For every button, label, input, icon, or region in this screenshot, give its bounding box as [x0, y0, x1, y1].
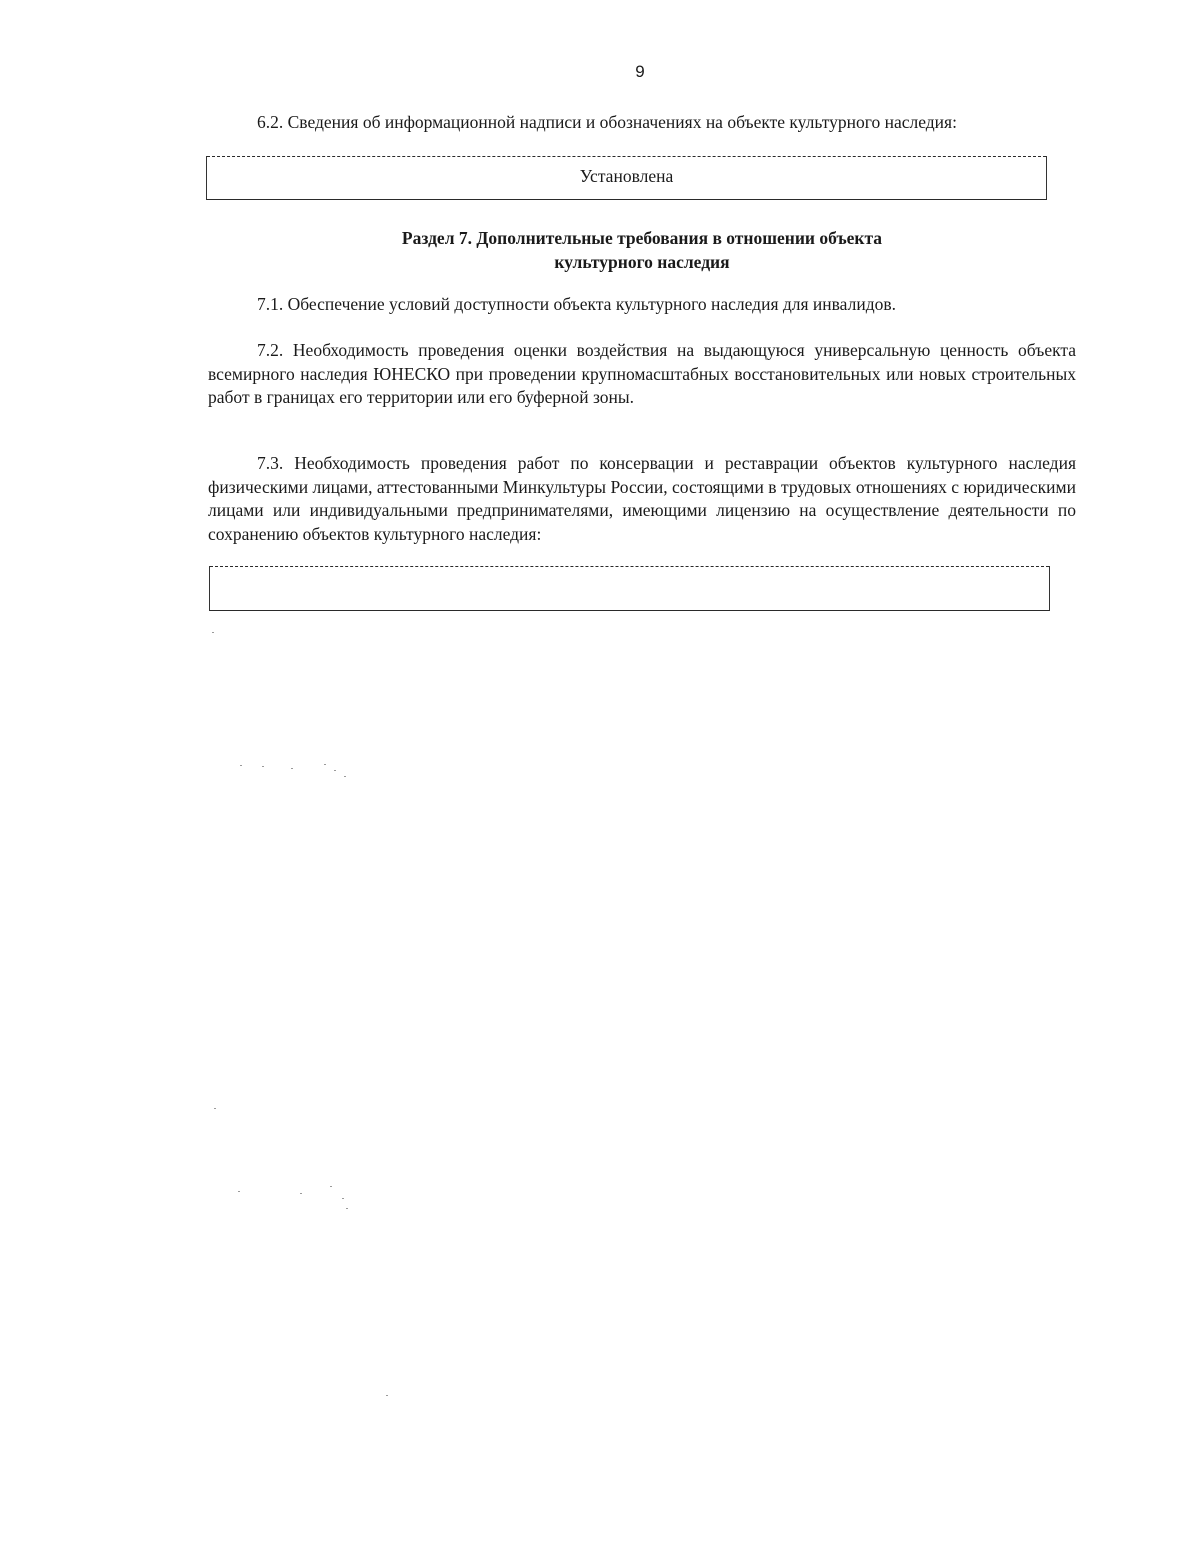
scan-speck	[262, 766, 264, 767]
scan-speck	[238, 1191, 240, 1192]
item-7-3-text: 7.3. Необходимость проведения работ по консервации и реставрации объектов культурного наследия физическими лицами, аттестованными Минкультуры России, состоящими в трудовых отношениях с юридическими лицами или индивидуальными предпринимателями, имеющими лицензию на осуществление деятельности по сохранению объектов культурного наследия:	[208, 453, 1076, 544]
section-7-heading-line-2: культурного наследия	[554, 252, 730, 272]
scan-speck	[330, 1186, 332, 1187]
scan-speck	[291, 768, 293, 769]
scan-speck	[346, 1208, 348, 1209]
info-inscription-box	[206, 156, 1047, 200]
scan-speck	[344, 776, 346, 777]
scan-speck	[324, 764, 326, 765]
page-number: 9	[635, 62, 645, 81]
scan-speck	[334, 770, 336, 771]
section-7-heading	[208, 226, 1076, 274]
scan-speck	[214, 1108, 216, 1109]
scan-speck	[212, 632, 214, 633]
scan-speck	[300, 1193, 302, 1194]
scan-speck	[342, 1198, 344, 1199]
section-7-heading-line-1: Раздел 7. Дополнительные требования в отношении объекта	[401, 228, 883, 248]
item-7-2-text: 7.2. Необходимость проведения оценки воздействия на выдающуюся универсальную ценность объекта всемирного наследия ЮНЕСКО при проведении крупномасштабных восстановительных или новых строительных работ в границах его территории или его буферной зоны.	[208, 340, 1076, 407]
restoration-requirement-box	[209, 566, 1050, 611]
scan-speck	[386, 1395, 388, 1396]
scan-speck	[240, 765, 242, 766]
item-7-1-text: 7.1. Обеспечение условий доступности объекта культурного наследия для инвалидов.	[257, 294, 896, 314]
info-inscription-value: Установлена	[579, 166, 674, 186]
item-6-2-text: 6.2. Сведения об информационной надписи и обозначениях на объекте культурного наследия:	[257, 112, 957, 132]
